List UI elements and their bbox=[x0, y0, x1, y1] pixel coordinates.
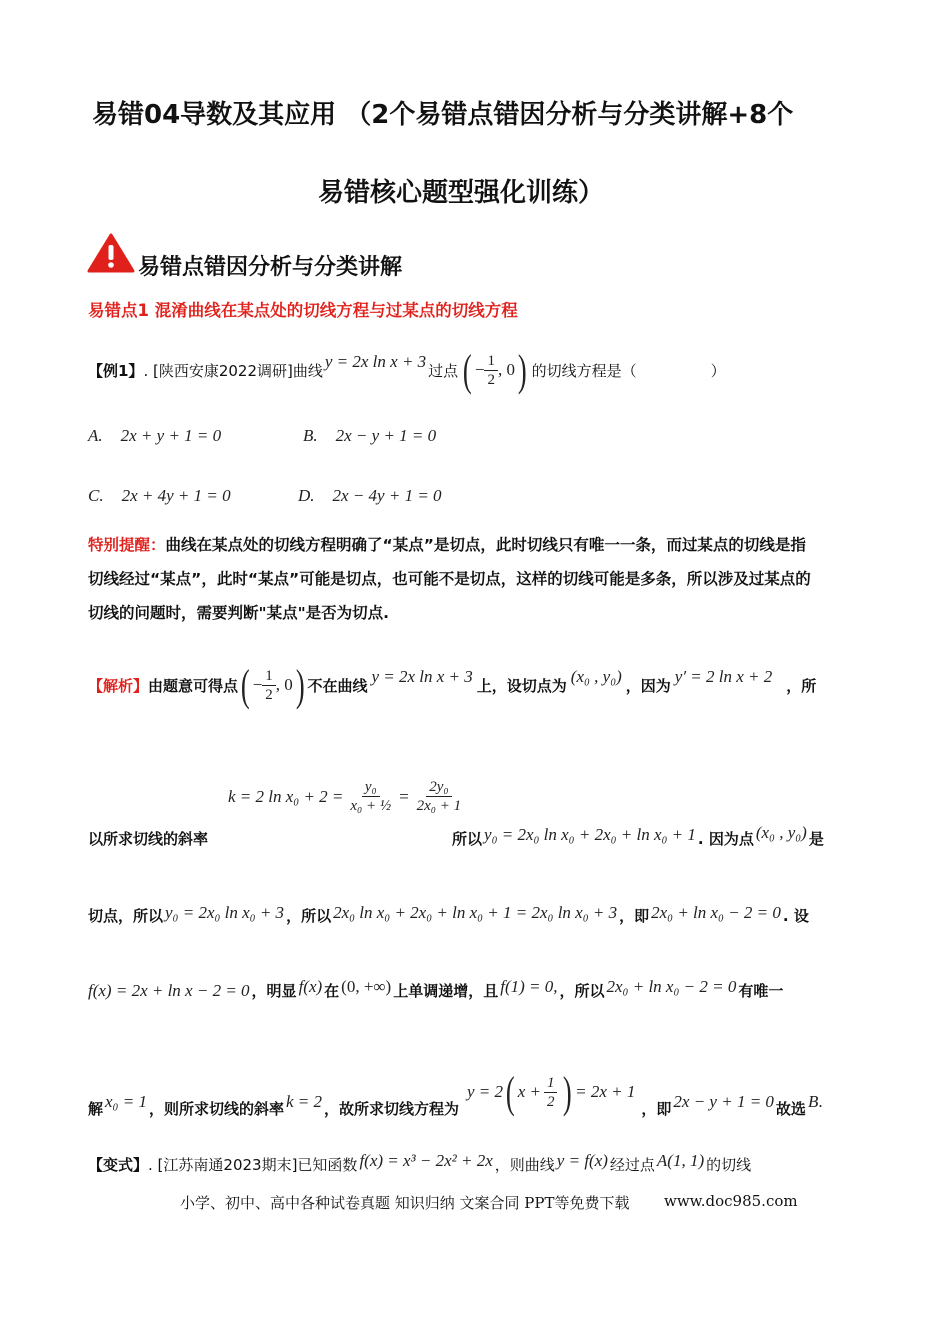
analysis-line5 bbox=[88, 1064, 823, 1124]
analysis-text: 在 bbox=[324, 982, 340, 1000]
variant-text: 经过点 bbox=[609, 1156, 655, 1174]
variant-text: ，则曲线 bbox=[494, 1156, 555, 1174]
analysis-text: ，即 bbox=[641, 1099, 672, 1118]
analysis-text: 切点，所以 bbox=[88, 907, 164, 925]
analysis-math: y₀ = 2x₀ ln x₀ + 3 bbox=[165, 903, 285, 922]
point-sign: − bbox=[474, 360, 485, 379]
analysis-text: . bbox=[818, 1092, 823, 1111]
analysis-math: f(x) = 2x + ln x − 2 = 0 bbox=[88, 981, 250, 1000]
page-title-line1: 易错04导数及其应用 （2个易错点错因分析与分类讲解+8个 bbox=[92, 100, 794, 130]
option-a: A. 2x + y + 1 = 0 bbox=[88, 426, 222, 445]
analysis-math: (x₀ , y₀) bbox=[570, 667, 622, 686]
through-text: 过点 bbox=[428, 361, 459, 380]
tangent-line-formula: y = 2 ( x + $\frac{1}{2}$ ) = 2x + 1 bbox=[467, 1067, 636, 1117]
reminder-text1: 曲线在某点处的切线方程明确了“某点”是切点，此时切线只有唯一一条，而过某点的切线是指 bbox=[165, 536, 806, 554]
analysis-math: k = 2 bbox=[285, 1092, 322, 1111]
analysis-line4 bbox=[88, 977, 784, 1001]
analysis-text: ，即 bbox=[619, 907, 650, 925]
analysis-math: (0, +∞) bbox=[341, 977, 392, 996]
slope-prefix: k = 2 ln x₀ + 2 = bbox=[228, 786, 344, 806]
example-source: . [陕西安康2022调研]曲线 bbox=[143, 361, 323, 380]
example-ask: 的切线方程是（ bbox=[531, 361, 637, 380]
variant-text: 的切线 bbox=[706, 1156, 752, 1174]
example1-question bbox=[88, 340, 726, 400]
variant-math: f(x) = x³ − 2x² + 2x bbox=[359, 1151, 493, 1170]
analysis-line1 bbox=[88, 655, 816, 715]
variant-question bbox=[88, 1151, 752, 1175]
point-expression-2: ( − $\frac{1}{2}$ , 0 ) bbox=[240, 660, 305, 710]
analysis-line3 bbox=[88, 905, 809, 926]
analysis-text: 上单调递增，且 bbox=[393, 982, 499, 1000]
analysis-text: ，则所求切线的斜率 bbox=[148, 1099, 284, 1118]
footer-url[interactable]: www.doc985.com bbox=[664, 1192, 798, 1210]
point-expression: ( − $\frac{1}{2}$ , 0 ) bbox=[463, 345, 527, 395]
reminder-text3: 切线的问题时，需要判断"某点"是否为切点. bbox=[88, 604, 390, 622]
analysis-math: f(1) = 0, bbox=[500, 977, 558, 996]
example-close: ） bbox=[710, 361, 726, 380]
analysis-line2 bbox=[88, 823, 868, 849]
analysis-math: y = 2x ln x + 3 bbox=[371, 667, 473, 686]
analysis-math: y′ = 2 ln x + 2 bbox=[674, 667, 773, 686]
analysis-math: 2x − y + 1 = 0 bbox=[673, 1092, 774, 1111]
analysis-text: 解 bbox=[88, 1099, 104, 1118]
analysis-math: (x₀ , y₀) bbox=[755, 823, 807, 842]
analysis-math: 2x₀ ln x₀ + 2x₀ + ln x₀ + 1 = 2x₀ ln x₀ + 3 bbox=[333, 903, 618, 922]
reminder-label: 特别提醒： bbox=[88, 536, 166, 554]
point-y: 0 bbox=[506, 360, 515, 379]
warning-icon bbox=[86, 232, 136, 274]
analysis-math: B bbox=[807, 1092, 819, 1111]
subsection-heading: 易错点1 混淆曲线在某点处的切线方程与过某点的切线方程 bbox=[88, 301, 518, 320]
analysis-math: y₀ = 2x₀ ln x₀ + 2x₀ + ln x₀ + 1 bbox=[484, 825, 696, 844]
analysis-text: 由题意可得点 bbox=[148, 676, 239, 695]
option-b: B. 2x − y + 1 = 0 bbox=[303, 426, 437, 445]
reminder-paragraph bbox=[88, 528, 863, 630]
slope-formula: k = 2 ln x₀ + 2 = $\frac{\text{y₀}}{\text{x₀ + ½}}$ = $\frac{\text{2y₀}}{\text{2x₀ + 1}}$ bbox=[228, 779, 462, 814]
analysis-math: 2x₀ + ln x₀ − 2 = 0 bbox=[606, 977, 737, 996]
analysis-text: . 设 bbox=[782, 907, 809, 925]
section-heading: 易错点错因分析与分类讲解 bbox=[138, 255, 403, 280]
analysis-text: 不在曲线 bbox=[307, 676, 368, 695]
analysis-math: 2x₀ + ln x₀ − 2 = 0 bbox=[651, 903, 781, 922]
analysis-text: 有唯一 bbox=[738, 982, 784, 1000]
example-label: 【例1】 bbox=[88, 361, 144, 380]
variant-label: 【变式】 bbox=[88, 1156, 149, 1174]
footer-text: 小学、初中、高中各种试卷真题 知识归纳 文案合同 PPT等免费下载 bbox=[180, 1194, 630, 1212]
analysis-text: ，明显 bbox=[251, 982, 297, 1000]
analysis-text: ，故所求切线方程为 bbox=[324, 1099, 460, 1118]
option-d: D. 2x − 4y + 1 = 0 bbox=[298, 486, 442, 505]
variant-math: A(1, 1) bbox=[656, 1151, 705, 1170]
page-title-line2: 易错核心题型强化训练） bbox=[318, 178, 605, 208]
analysis-label: 【解析】 bbox=[88, 676, 149, 695]
analysis-text: ，所以 bbox=[559, 982, 605, 1000]
analysis-text: . 因为点 bbox=[697, 830, 754, 848]
analysis-math: x₀ = 1 bbox=[105, 1092, 147, 1111]
point-num: 1 bbox=[484, 352, 498, 371]
option-c: C. 2x + 4y + 1 = 0 bbox=[88, 486, 231, 505]
analysis-text: 所以 bbox=[452, 830, 483, 848]
analysis-text: 是 bbox=[808, 830, 824, 848]
analysis-text: 故选 bbox=[775, 1099, 806, 1118]
analysis-text: ，因为 bbox=[625, 676, 671, 695]
point-den: 2 bbox=[487, 371, 495, 388]
analysis-math: f(x) bbox=[298, 977, 323, 996]
variant-source: . [江苏南通2023期末]已知函数 bbox=[148, 1156, 358, 1174]
variant-math: y = f(x) bbox=[556, 1151, 608, 1170]
analysis-text: ，所以 bbox=[286, 907, 332, 925]
curve-equation: y = 2x ln x + 3 bbox=[324, 352, 427, 371]
analysis-text: 以所求切线的斜率 bbox=[88, 830, 209, 848]
analysis-text: 上，设切点为 bbox=[476, 676, 567, 695]
analysis-text: ，所 bbox=[786, 676, 817, 695]
reminder-text2: 切线经过“某点”，此时“某点”可能是切点，也可能不是切点，这样的切线可能是多条，所以涉及过某点的 bbox=[88, 570, 811, 588]
